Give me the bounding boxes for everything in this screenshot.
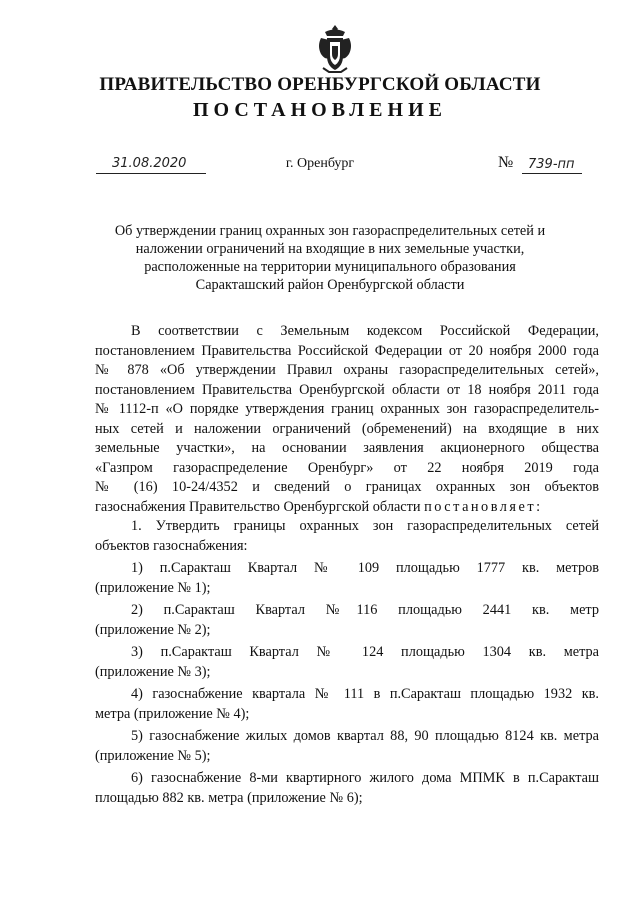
preamble-line: земельные участки», на основании заявления акционерного общества xyxy=(95,440,599,456)
item-line: (приложение № 3); xyxy=(95,663,211,680)
number-underline xyxy=(522,173,582,174)
city: г. Оренбург xyxy=(285,156,355,171)
subject-line: наложении ограничений на входящие в них земельные участки, xyxy=(135,241,525,257)
subject-line: расположенные на территории муниципального образования xyxy=(144,259,516,275)
item-line: 6) газоснабжение 8-ми квартирного жилого дома МПМК в п.Саракташ xyxy=(131,770,599,786)
item-line: объектов газоснабжения: xyxy=(95,537,248,554)
preamble-line: № 878 «Об утверждении Правил охраны газораспределительных сетей», xyxy=(95,362,599,378)
item-line: метра (приложение № 4); xyxy=(95,705,250,722)
item-line: 3) п.Саракташ Квартал № 124 площадью 1304 кв. метра xyxy=(131,644,599,660)
preamble-line: газоснабжения Правительство Оренбургской области xyxy=(95,498,425,515)
item-line: (приложение № 5); xyxy=(95,747,211,764)
item-line: 5) газоснабжение жилых домов квартал 88, 90 площадью 8124 кв. метра xyxy=(131,728,599,744)
preamble-line: постановлением Правительства Российской Федерации от 20 ноября 2000 года xyxy=(95,342,599,359)
decree-date-value: 31.08.2020 xyxy=(112,156,187,171)
number-label: № xyxy=(498,154,514,171)
item-line: 2) п.Саракташ Квартал №116 площадью 2441 кв. метр xyxy=(131,602,599,618)
decree-subject xyxy=(100,222,560,294)
preamble-line: № (16) 10-24/4352 и сведений о границах охранных зон объектов xyxy=(95,479,599,495)
date-underline xyxy=(96,173,206,174)
decree-keyword: постановляет: xyxy=(424,498,543,515)
item-line: площадью 882 кв. метра (приложение № 6); xyxy=(95,789,363,806)
preamble-line: В соответствии с Земельным кодексом Российской Федерации, xyxy=(131,323,599,339)
decree-number-value: 739-пп xyxy=(528,157,575,172)
item-line: (приложение № 1); xyxy=(95,579,211,596)
decree-title: ПОСТАНОВЛЕНИЕ xyxy=(193,99,447,121)
preamble-line: ных сетей и наложении ограничений (обременений) на входящие в них xyxy=(95,420,599,437)
item-line: 1) п.Саракташ Квартал № 109 площадью 1777 кв. метров xyxy=(131,560,599,576)
government-title: ПРАВИТЕЛЬСТВО ОРЕНБУРГСКОЙ ОБЛАСТИ xyxy=(99,74,541,95)
decree-body xyxy=(95,322,599,808)
subject-line: Саракташский район Оренбургской области xyxy=(195,277,465,293)
preamble-line: постановлением Правительства Оренбургской области от 18 ноября 2011 года xyxy=(95,381,599,398)
preamble-line: № 1112-п «О порядке утверждения границ охранных зон газораспределитель- xyxy=(95,401,599,417)
item-line: 1. Утвердить границы охранных зон газораспределительных сетей xyxy=(131,518,599,534)
preamble-line: «Газпром газораспределение Оренбург» от 22 ноября 2019 года xyxy=(95,459,599,476)
item-line: 4) газоснабжение квартала № 111 в п.Саракташ площадью 1932 кв. xyxy=(131,686,599,702)
item-line: (приложение № 2); xyxy=(95,621,211,638)
preamble-last-line xyxy=(95,498,599,518)
coat-of-arms-icon xyxy=(315,24,355,74)
subject-line: Об утверждении границ охранных зон газораспределительных сетей и xyxy=(114,223,546,239)
